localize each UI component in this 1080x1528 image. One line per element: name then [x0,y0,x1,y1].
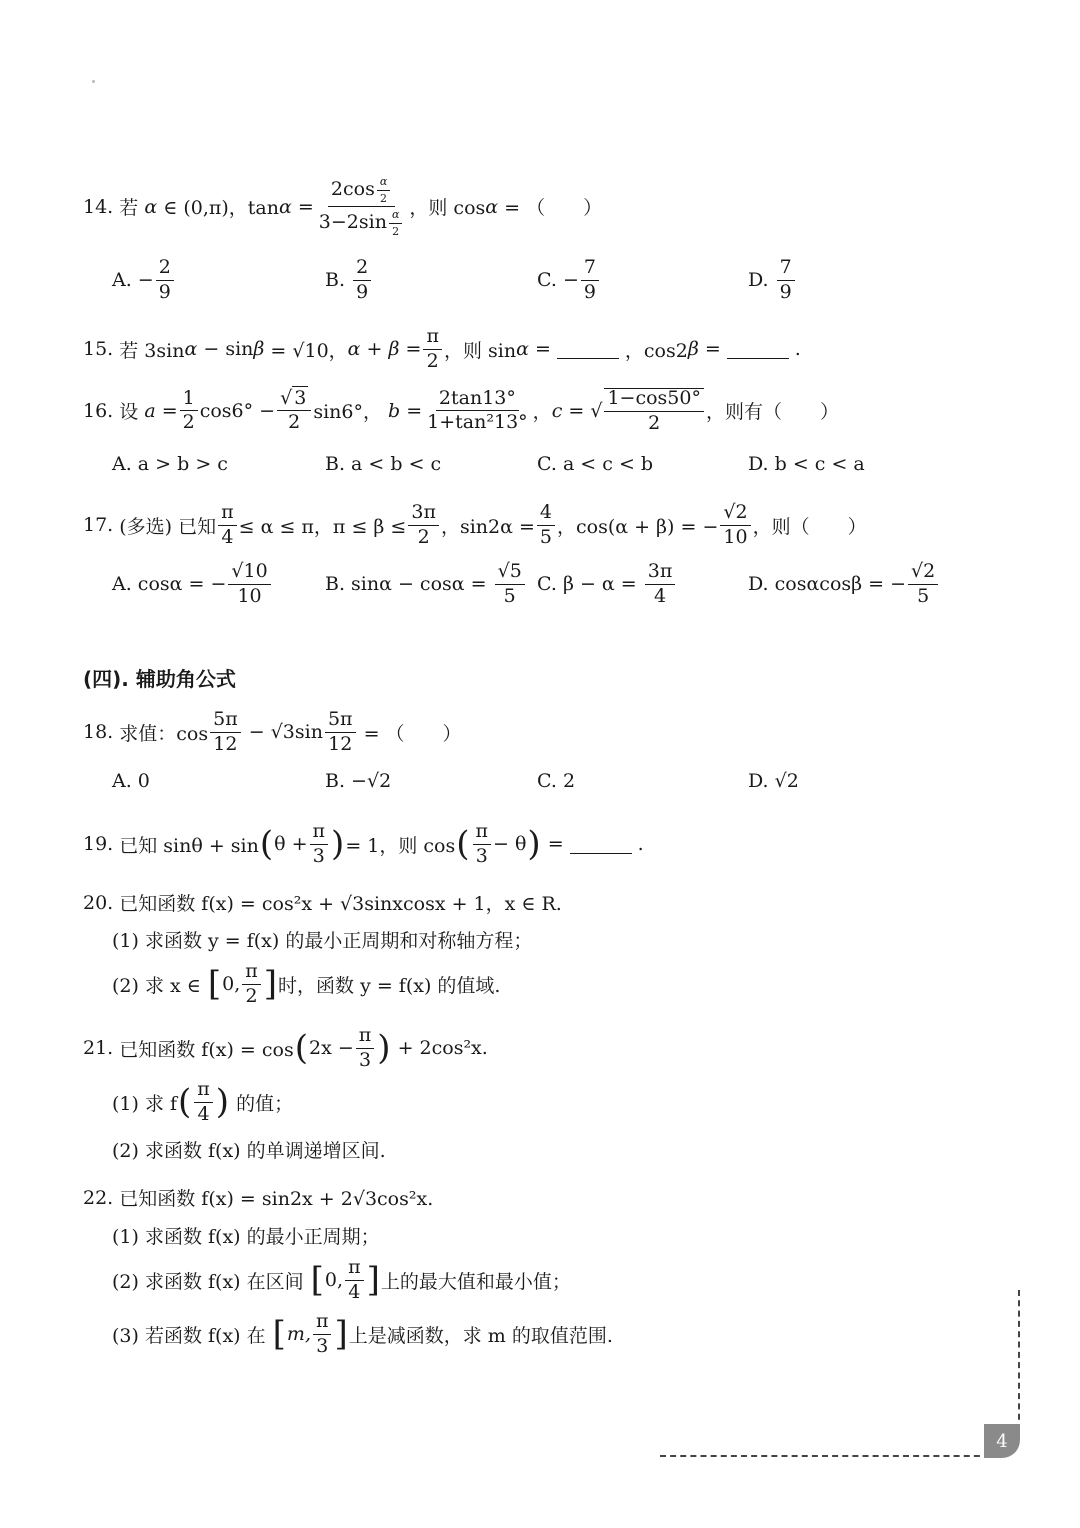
question-22-part-1: (1) 求函数 f(x) 的最小正周期； [112,1226,380,1248]
question-21-part-2: (2) 求函数 f(x) 的单调递增区间. [112,1140,386,1162]
q18-option-c: C. 2 [537,770,576,792]
question-21-part-1: (1) 求 f ( $\frac{\pi}{4}$ ) 的值； [112,1078,294,1125]
question-20: 20. 已知函数 f(x) = cos²x + √3sinxcosx + 1，x ∈ R. [83,891,562,915]
tan-fraction: 2cos $\frac{\alpha}{2}$ 3−2sin $\frac{\alpha}{2}$ [316,176,408,237]
scan-dot [92,80,95,83]
q16-option-a: A. a > b > c [112,453,228,475]
question-15: 15. 若 3sin α − sin β = √10， α + β = $\frac{\pi}{2}$ ，则 sin α = ，cos2 β = . [83,325,801,372]
q14-option-d: D. $\frac{7}{9}$ [748,258,797,303]
q18-option-d: D. √2 [748,770,799,792]
question-22-part-2: (2) 求函数 f(x) 在区间 [ 0, $\frac{\pi}{4}$ ] 上的最大值和最小值； [112,1256,571,1303]
q14-option-b: B. $\frac{2}{9}$ [325,258,373,303]
question-20-part-2: (2) 求 x ∈ [ 0, $\frac{\pi}{2}$ ] 时，函数 y = f(x) 的值域. [112,960,501,1007]
q14-option-a: A. − $\frac{2}{9}$ [112,258,176,303]
question-22-part-3: (3) 若函数 f(x) 在 [ m, $\frac{\pi}{3}$ ] 上是减函数，求 m 的取值范围. [112,1310,613,1357]
section-heading: (四). 辅助角公式 [83,667,236,691]
question-18: 18. 求值：cos $\frac{5\pi}{12}$ − √3sin $\frac{5\pi}{12}$ = （ ） [83,708,462,755]
question-20-part-1: (1) 求函数 y = f(x) 的最小正周期和对称轴方程； [112,930,533,952]
question-22: 22. 已知函数 f(x) = sin2x + 2√3cos²x. [83,1186,434,1210]
answer-blank [727,340,789,359]
page-number: 4 [984,1424,1020,1458]
q16-option-c: C. a < c < b [537,453,654,475]
question-16: 16. 设 a = $\frac{1}{2}$ cos6° − $\frac{√ 3}{2}$ sin6°， b = $\frac{2\tan 13^\circ}{\text{1+tan²13°}}$ ， c = √ $\frac{1-\cos 50^\circ}{2}$ ，则有（ ） [83,386,839,434]
q16-option-d: D. b < c < a [748,453,865,475]
q18-option-b: B. −√2 [325,770,392,792]
answer-blank [557,340,619,359]
q17-option-b: B. sinα − cosα = $\frac{√5}{5}$ [325,562,527,607]
q18-option-a: A. 0 [112,770,150,792]
q17-option-c: C. β − α = $\frac{3\pi}{4}$ [537,562,677,607]
question-19: 19. 已知 sinθ + sin ( θ + $\frac{\pi}{3}$ ) = 1，则 cos ( $\frac{\pi}{3}$ − θ ) = . [83,820,644,867]
q17-option-d: D. cosαcosβ = − $\frac{√2}{5}$ [748,562,940,607]
q17-option-a: A. cosα = − $\frac{√10}{10}$ [112,562,273,607]
q16-option-b: B. a < b < c [325,453,442,475]
question-14: 14. 若 α ∈ (0,π)，tan α = 2cos $\frac{\alpha}{2}$ 3−2sin $\frac{\alpha}{2}$ ，则 cos α = （ ） [83,175,603,238]
answer-blank [570,835,632,854]
question-17: 17. (多选) 已知 $\frac{\pi}{4}$ ≤ α ≤ π，π ≤ β ≤ $\frac{3\pi}{2}$ ，sin2α = $\frac{4}{5}$ ，cos(α + β) = − $\frac{√2}{10}$ ，则（ ） [83,501,867,548]
q14-option-c: C. − $\frac{7}{9}$ [537,258,601,303]
page-border-dashed-horizontal [660,1455,990,1457]
page-border-dashed-vertical [1018,1290,1020,1430]
question-21: 21. 已知函数 f(x) = cos ( 2x − $\frac{\pi}{3}$ ) + 2cos²x. [83,1024,488,1071]
